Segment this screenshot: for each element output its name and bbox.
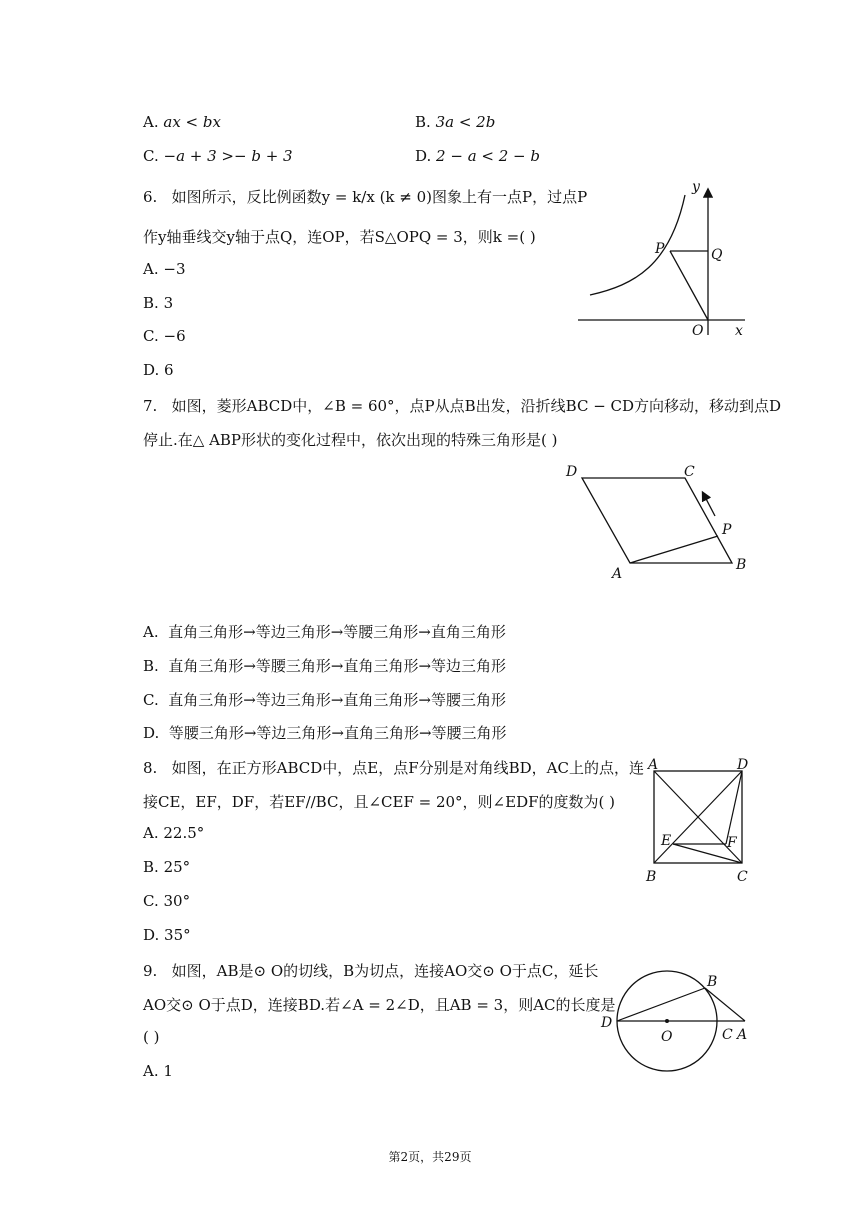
label-p: P (655, 241, 665, 257)
segment-ab (705, 988, 745, 1021)
q6-option-b: B. 3 (143, 294, 174, 312)
q8-option-c: C. 30° (143, 892, 191, 910)
q8-option-d: D. 35° (143, 926, 191, 944)
page-footer: 第2页，共29页 (388, 1150, 472, 1164)
q8-option-b: B. 25° (143, 858, 191, 876)
label-b: B (736, 557, 747, 573)
q9-stem-line1: 9. 如图，AB是⊙ O的切线，B为切点，连接AO交⊙ O于点C，延长 (143, 962, 599, 980)
q8-stem-line2: 接CE，EF，DF，若EF//BC，且∠CEF = 20°，则∠EDF的度数为( ) (143, 793, 615, 811)
q7-option-a: A. 直角三角形→等边三角形→等腰三角形→直角三角形 (143, 623, 506, 641)
q9-stem-line3: ( ) (143, 1028, 160, 1046)
q6-option-a: A. −3 (143, 260, 186, 278)
q7-stem-line1: 7. 如图，菱形ABCD中，∠B = 60°，点P从点B出发，沿折线BC − CD方向移动，移动到点D (143, 397, 782, 415)
label-a: A (612, 566, 623, 582)
label-b: B (646, 869, 657, 885)
label-d: D (601, 1015, 613, 1031)
label-c: C (737, 869, 748, 885)
q7-option-d: D. 等腰三角形→等边三角形→直角三角形→等腰三角形 (143, 724, 507, 742)
label-q: Q (711, 247, 723, 263)
q6-figure (575, 175, 755, 345)
label-o: O (661, 1029, 673, 1045)
label-c: C (684, 464, 695, 480)
label-a: A (648, 757, 659, 773)
rhombus-abcd (582, 478, 732, 563)
label-p: P (722, 522, 732, 538)
q8-figure (640, 755, 755, 890)
segment-bd (617, 988, 705, 1021)
label-c: C (722, 1027, 733, 1043)
center-o-dot (665, 1019, 669, 1023)
label-a: A (737, 1027, 748, 1043)
hyperbola-curve (590, 195, 685, 295)
q7-option-b: B. 直角三角形→等腰三角形→直角三角形→等边三角形 (143, 657, 507, 675)
label-o: O (692, 323, 704, 339)
label-y: y (692, 179, 700, 195)
segment-df (726, 771, 742, 844)
label-f: F (727, 835, 737, 851)
label-e: E (661, 833, 672, 849)
q5-option-c: C. −a + 3 >− b + 3 (143, 147, 293, 165)
label-d: D (737, 757, 749, 773)
q6-option-d: D. 6 (143, 361, 174, 379)
label-d: D (566, 464, 578, 480)
q7-figure (560, 458, 760, 583)
segment-op (670, 251, 708, 320)
q9-figure (595, 955, 755, 1075)
q9-stem-line2: AO交⊙ O于点D，连接BD.若∠A = 2∠D，且AB = 3，则AC的长度是 (143, 996, 616, 1014)
q8-stem-line1: 8. 如图，在正方形ABCD中，点E，点F分别是对角线BD，AC上的点，连 (143, 759, 644, 777)
q9-option-a: A. 1 (143, 1062, 173, 1080)
q5-option-a: A. ax < bx (143, 113, 221, 131)
q8-option-a: A. 22.5° (143, 824, 205, 842)
q7-option-c: C. 直角三角形→等边三角形→直角三角形→等腰三角形 (143, 691, 506, 709)
label-b: B (707, 974, 718, 990)
label-x: x (735, 323, 743, 339)
q6-option-c: C. −6 (143, 327, 186, 345)
q5-option-d: D. 2 − a < 2 − b (415, 147, 540, 165)
q5-option-b: B. 3a < 2b (415, 113, 496, 131)
segment-ap (630, 536, 718, 563)
q6-stem-line1: 6. 如图所示，反比例函数y = k/x (k ≠ 0)图象上有一点P，过点P (143, 188, 588, 206)
q6-stem-line2: 作y轴垂线交y轴于点Q，连OP，若S△OPQ = 3，则k =( ) (143, 228, 536, 246)
q7-stem-line2: 停止.在△ ABP形状的变化过程中，依次出现的特殊三角形是( ) (143, 431, 558, 449)
